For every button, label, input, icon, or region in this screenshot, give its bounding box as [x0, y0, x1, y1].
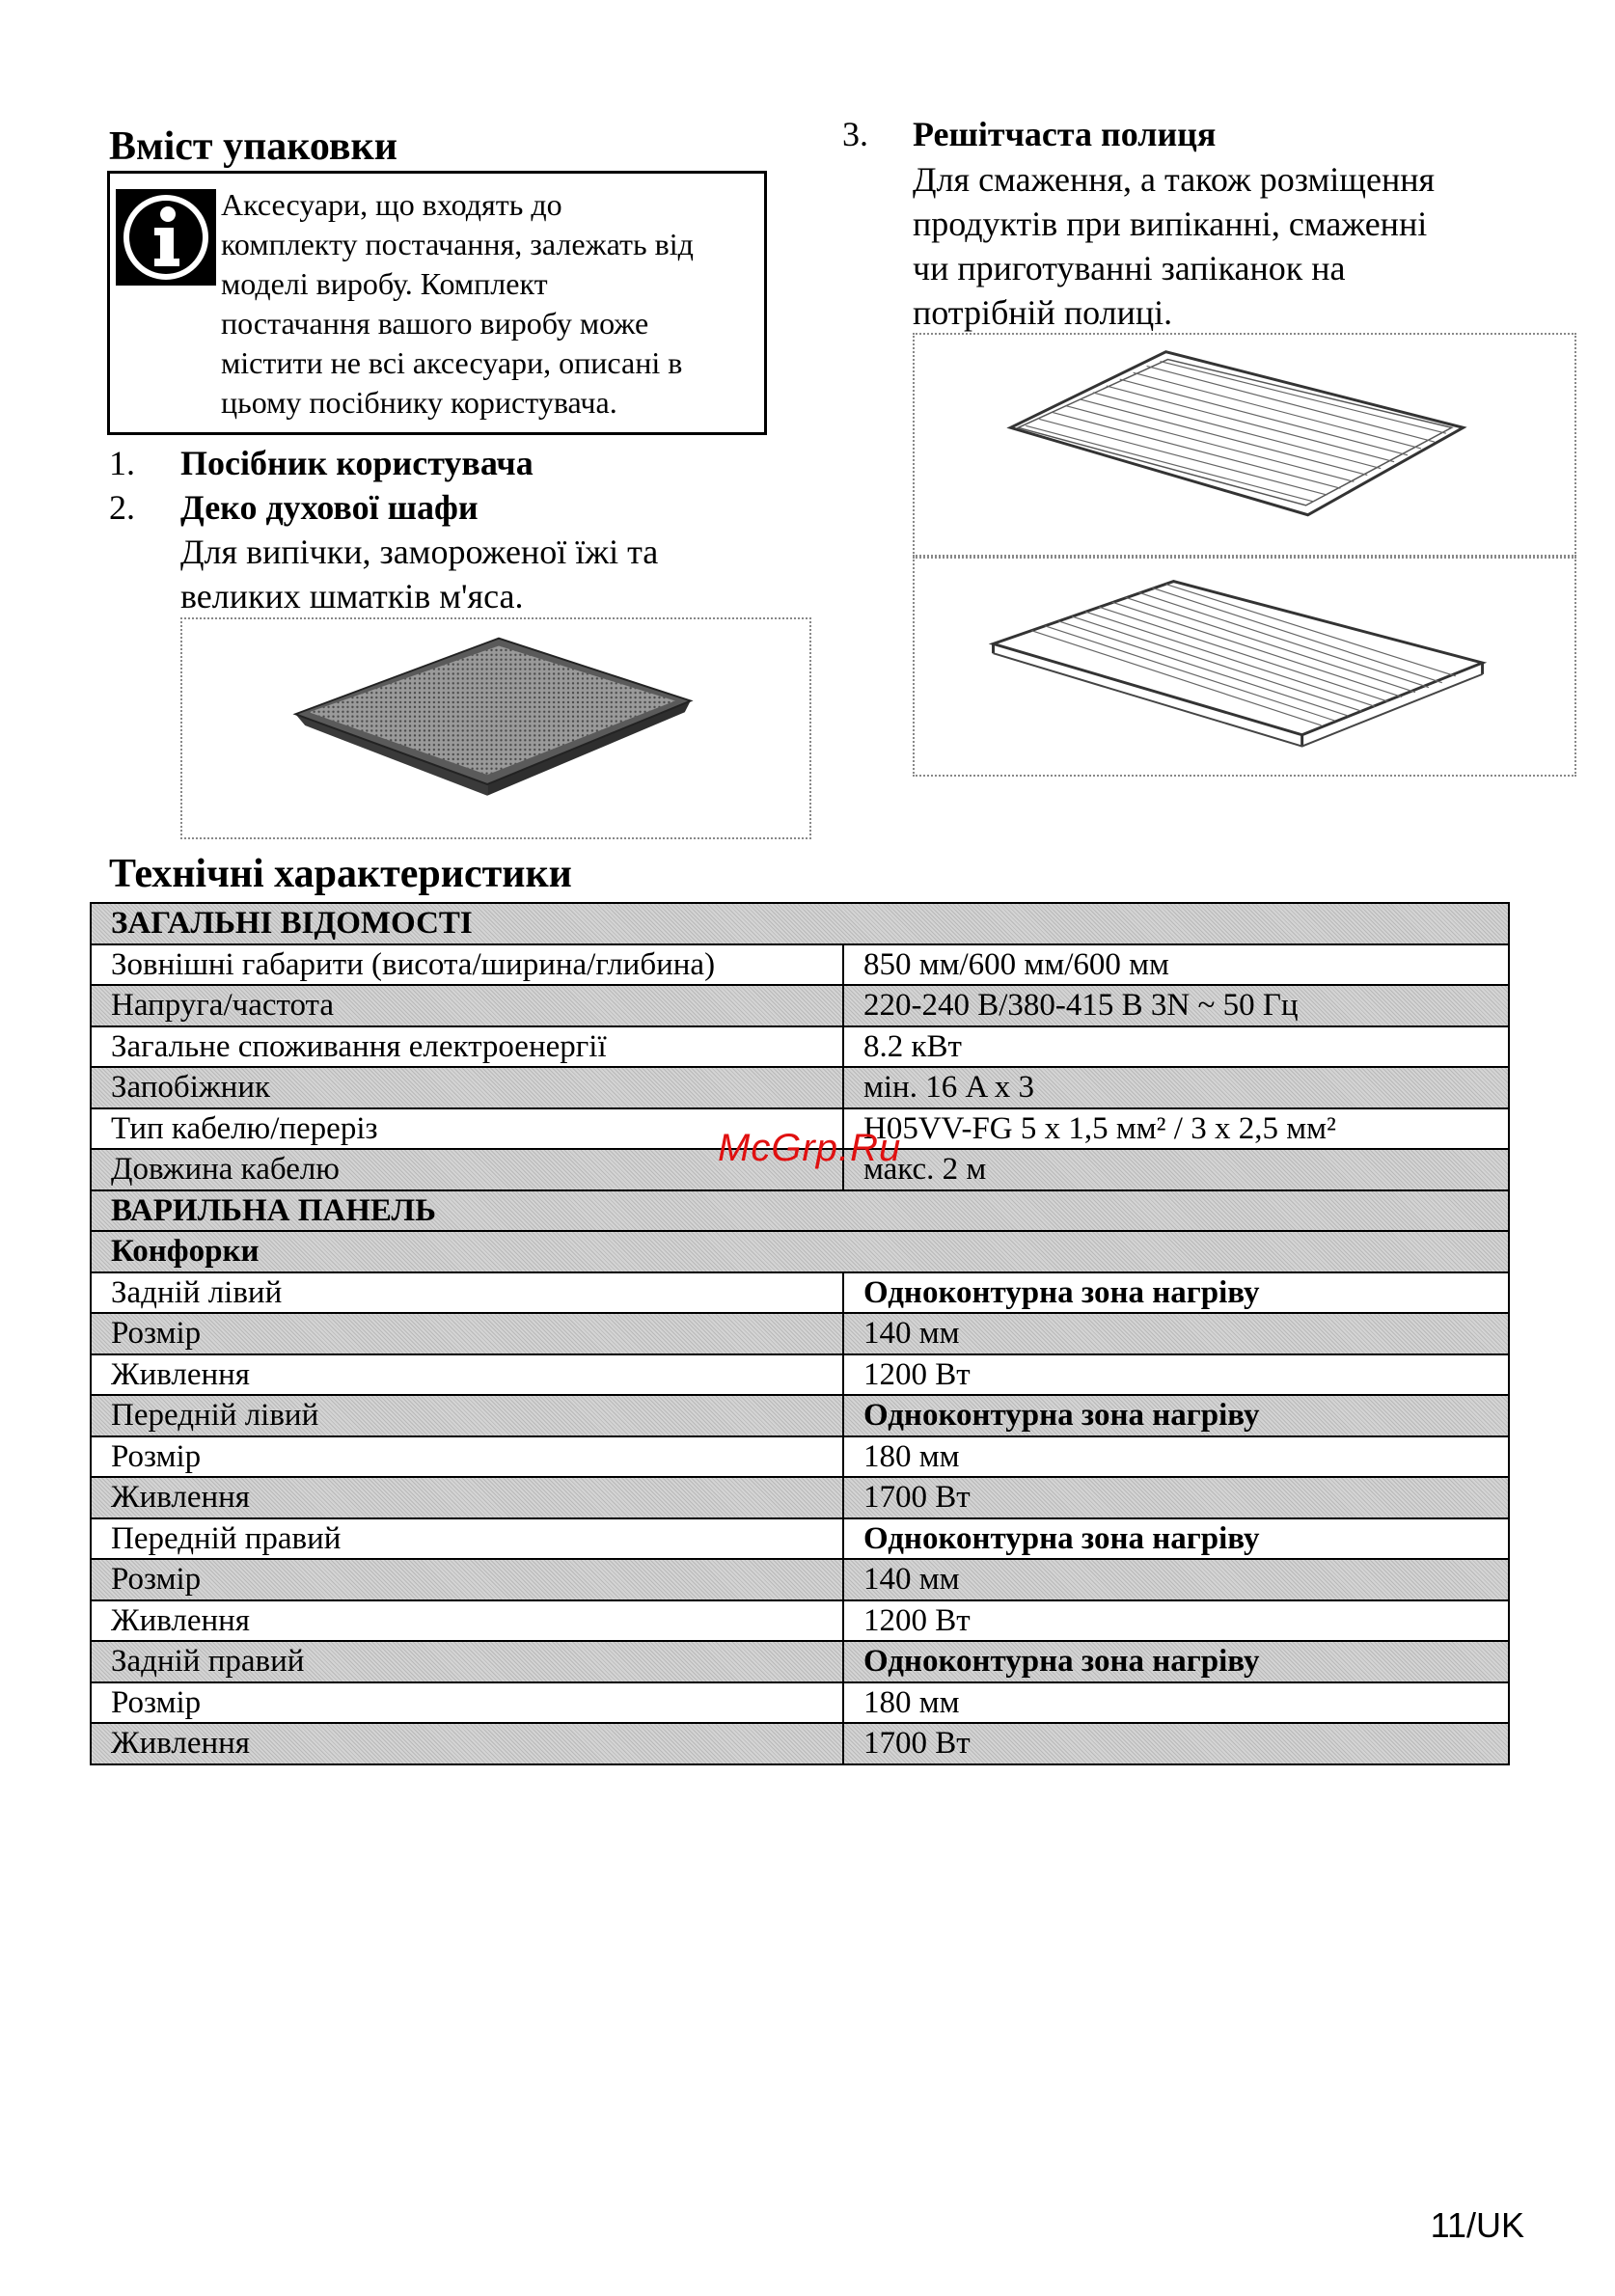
spec-value: 140 мм	[843, 1559, 1509, 1600]
spec-label: Зовнішні габарити (висота/ширина/глибина)	[91, 944, 843, 986]
spec-value: 1200 Вт	[843, 1354, 1509, 1396]
spec-label: Розмір	[91, 1559, 843, 1600]
spec-label: Довжина кабелю	[91, 1149, 843, 1190]
spec-label: Живлення	[91, 1723, 843, 1764]
section-header: ВАРИЛЬНА ПАНЕЛЬ	[91, 1190, 1509, 1232]
info-text	[221, 185, 761, 423]
item-number: 2.	[109, 488, 135, 527]
spec-label: Задній правий	[91, 1641, 843, 1682]
wire-shelf-image-top	[913, 333, 1576, 557]
spec-value: 1200 Вт	[843, 1600, 1509, 1642]
spec-label: Запобіжник	[91, 1067, 843, 1108]
spec-label: Розмір	[91, 1436, 843, 1478]
item-title: Посібник користувача	[180, 444, 534, 482]
spec-label: Передній лівий	[91, 1395, 843, 1436]
item-number: 1.	[109, 444, 135, 482]
item-title: Решітчаста полиця	[913, 115, 1217, 153]
spec-value: 1700 Вт	[843, 1723, 1509, 1764]
spec-label: Тип кабелю/переріз	[91, 1108, 843, 1150]
baking-tray-image	[180, 617, 811, 839]
table-row	[91, 944, 1509, 986]
specs-title: Технічні характеристики	[109, 852, 572, 896]
desc-line: Для випічки, замороженої їжі та	[180, 533, 659, 571]
table-row	[91, 1395, 1509, 1436]
spec-value: мін. 16 A x 3	[843, 1067, 1509, 1108]
spec-value: 8.2 кВт	[843, 1026, 1509, 1068]
spec-value: H05VV-FG 5 x 1,5 мм² / 3 x 2,5 мм²	[843, 1108, 1509, 1150]
desc-line: Для смаження, а також розміщення	[913, 160, 1436, 199]
table-row	[91, 1190, 1509, 1232]
table-row	[91, 903, 1509, 944]
info-line: містити не всі аксесуари, описані в	[221, 345, 683, 380]
table-row	[91, 1436, 1509, 1478]
table-row	[91, 1067, 1509, 1108]
page-number: 11/UK	[1430, 2205, 1524, 2245]
spec-label: Розмір	[91, 1682, 843, 1724]
spec-label: Живлення	[91, 1600, 843, 1642]
spec-label: Передній правий	[91, 1518, 843, 1560]
spec-value: 180 мм	[843, 1436, 1509, 1478]
item-description	[180, 530, 658, 618]
spec-value: макс. 2 м	[843, 1149, 1509, 1190]
spec-label: Живлення	[91, 1354, 843, 1396]
spec-value: Одноконтурна зона нагріву	[843, 1518, 1509, 1560]
table-row	[91, 1354, 1509, 1396]
section-header: Конфорки	[91, 1231, 1509, 1272]
table-row	[91, 1272, 1509, 1314]
package-title: Вміст упаковки	[109, 124, 397, 169]
table-row	[91, 1231, 1509, 1272]
table-row	[91, 1477, 1509, 1518]
table-row	[91, 1313, 1509, 1354]
spec-label: Загальне споживання електроенергії	[91, 1026, 843, 1068]
spec-value: 1700 Вт	[843, 1477, 1509, 1518]
watermark: McGrp.Ru	[718, 1127, 902, 1169]
wire-shelf-image-bottom	[913, 557, 1576, 777]
spec-value: Одноконтурна зона нагріву	[843, 1395, 1509, 1436]
desc-line: великих шматків м'яса.	[180, 577, 524, 615]
info-line: комплекту постачання, залежать від	[221, 227, 694, 261]
info-line: Аксесуари, що входять до	[221, 187, 562, 222]
table-row	[91, 985, 1509, 1026]
spec-value: 220-240 В/380-415 В 3N ~ 50 Гц	[843, 985, 1509, 1026]
desc-line: потрібній полиці.	[913, 293, 1173, 332]
table-row	[91, 1723, 1509, 1764]
specs-table	[90, 902, 1510, 1765]
table-row	[91, 1682, 1509, 1724]
table-row	[91, 1518, 1509, 1560]
item-number: 3.	[842, 115, 868, 153]
spec-value: 140 мм	[843, 1313, 1509, 1354]
table-row	[91, 1026, 1509, 1068]
spec-value: Одноконтурна зона нагріву	[843, 1272, 1509, 1314]
spec-label: Розмір	[91, 1313, 843, 1354]
table-row	[91, 1641, 1509, 1682]
desc-line: продуктів при випіканні, смаженні	[913, 205, 1428, 243]
spec-label: Живлення	[91, 1477, 843, 1518]
table-row	[91, 1600, 1509, 1642]
info-box	[107, 171, 767, 435]
item-title: Деко духової шафи	[180, 488, 479, 527]
table-row	[91, 1559, 1509, 1600]
info-line: цьому посібнику користувача.	[221, 385, 617, 420]
spec-value: 180 мм	[843, 1682, 1509, 1724]
desc-line: чи приготуванні запіканок на	[913, 249, 1346, 287]
spec-value: 850 мм/600 мм/600 мм	[843, 944, 1509, 986]
section-header: ЗАГАЛЬНІ ВІДОМОСТІ	[91, 903, 1509, 944]
spec-label: Задній лівий	[91, 1272, 843, 1314]
info-line: постачання вашого виробу може	[221, 306, 649, 341]
spec-value: Одноконтурна зона нагріву	[843, 1641, 1509, 1682]
info-line: моделі виробу. Комплект	[221, 266, 548, 301]
info-icon	[116, 189, 216, 286]
item-description	[913, 157, 1435, 335]
spec-label: Напруга/частота	[91, 985, 843, 1026]
